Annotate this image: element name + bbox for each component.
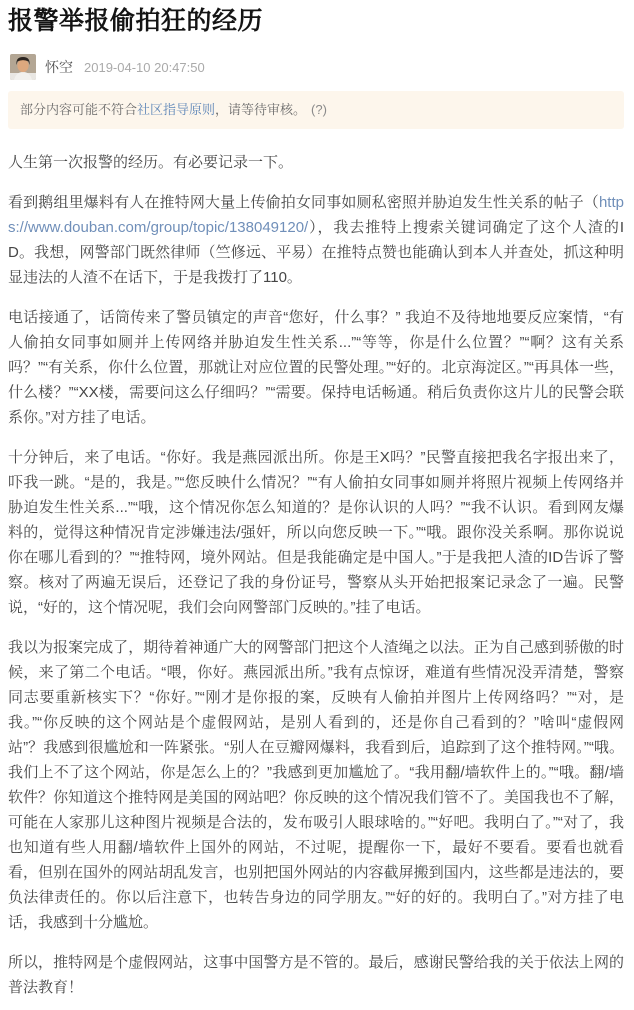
author-row [10,54,624,80]
paragraph-text: 所以，推特网是个虚假网站，这事中国警方是不管的。最后，感谢民警给我的关于依法上网的普法教育！ [8,953,624,996]
paragraph [8,635,624,935]
post-body [8,150,624,1000]
notice-text-after: ，请等待审核。 [215,102,307,118]
douban-topic-link[interactable]: https://www.douban.com/group/topic/138049120/ [8,193,624,236]
paragraph-text: 十分钟后，来了电话。“你好。我是燕园派出所。你是王X吗？”民警直接把我名字报出来了，吓我一跳。“是的，我是。”“您反映什么情况？”“有人偷拍女同事如厕并将照片视频上传网络并胁迫发生性关系...”“哦，这个情况你怎么知道的？是你认识的人吗？”“我不认识。看到网友爆料的，觉得这种情况肯定涉嫌违法/强奸，所以向您反映一下。”“哦。跟你没关系啊。那你说说你在哪儿看到的？”“推特网，境外网站。但是我能确定是中国人。”于是我把人渣的ID告诉了警察。核对了两遍无误后，还登记了我的身份证号，警察从头开始把报案记录念了一遍。民警说，“好的，这个情况呢，我们会向网警部门反映的。”挂了电话。 [8,448,624,616]
community-guidelines-link[interactable]: 社区指导原则 [137,102,216,118]
avatar[interactable] [10,54,36,80]
paragraph [8,190,624,290]
author-name[interactable]: 怀空 [45,59,73,76]
paragraph-text: ），我去推特上搜索关键词确定了这个人渣的ID。我想，网警部门既然律师（竺修远、平易）在推特点赞也能确认到本人并查处，抓这种明显违法的人渣不在话下，于是我拨打了110。 [8,218,624,286]
paragraph [8,150,624,175]
review-help-link[interactable]: (?) [311,102,327,118]
paragraph [8,445,624,620]
avatar-image [10,54,36,80]
post-timestamp: 2019-04-10 20:47:50 [84,59,205,75]
review-notice [8,91,624,129]
paragraph-text: 人生第一次报警的经历。有必要记录一下。 [8,153,294,171]
page-title: 报警举报偷拍狂的经历 [8,7,264,35]
paragraph [8,950,624,1000]
notice-text-before: 部分内容可能不符合 [20,102,138,118]
paragraph-text: 电话接通了，话筒传来了警员镇定的声音“您好，什么事？” 我迫不及待地地要反应案情，“有人偷拍女同事如厕并上传网络并胁迫发生性关系...”“等等，你是什么位置？”“啊？这有关系吗？”“有关系，你什么位置，那就让对应位置的民警处理。”“好的。北京海淀区。”“再具体一些，什么楼？”“XX楼，需要问这么仔细吗？”“需要。保持电话畅通。稍后负责你这片儿的民警会联系你。”对方挂了电话。 [8,308,624,426]
paragraph [8,305,624,430]
paragraph-text: 看到鹅组里爆料有人在推特网大量上传偷拍女同事如厕私密照并胁迫发生性关系的帖子（ [8,193,599,211]
paragraph-text: 我以为报案完成了，期待着神通广大的网警部门把这个人渣绳之以法。正为自己感到骄傲的时候，来了第二个电话。“喂，你好。燕园派出所。”我有点惊讶，难道有些情况没弄清楚，警察同志要重新核实下？“你好。”“刚才是你报的案，反映有人偷拍并图片上传网络吗？”“对，是我。”“你反映的这个网站是个虚假网站，是别人看到的，还是你自己看到的？”啥叫“虚假网站”？我感到很尴尬和一阵紧张。“别人在豆瓣网爆料，我看到后，追踪到了这个推特网。”“哦。我们上不了这个网站，你是怎么上的？”我感到更加尴尬了。“我用翻/墙软件上的。”“哦。翻/墙软件？你知道这个推特网是美国的网站吧？你反映的这个情况我们管不了。美国我也不了解，可能在人家那儿这种图片视频是合法的，发布吸引人眼球啥的。”“好吧。我明白了。”“对了，我也知道有些人用翻/墙软件上国外的网站，不过呢，提醒你一下，最好不要看。要看也就看看，但别在国外的网站胡乱发言，也别把国外网站的内容截屏搬到国内，这些都是违法的，要负法律责任的。你以后注意下，也转告身边的同学朋友。”“好的好的。我明白了。”对方挂了电话，我感到十分尴尬。 [8,638,624,931]
